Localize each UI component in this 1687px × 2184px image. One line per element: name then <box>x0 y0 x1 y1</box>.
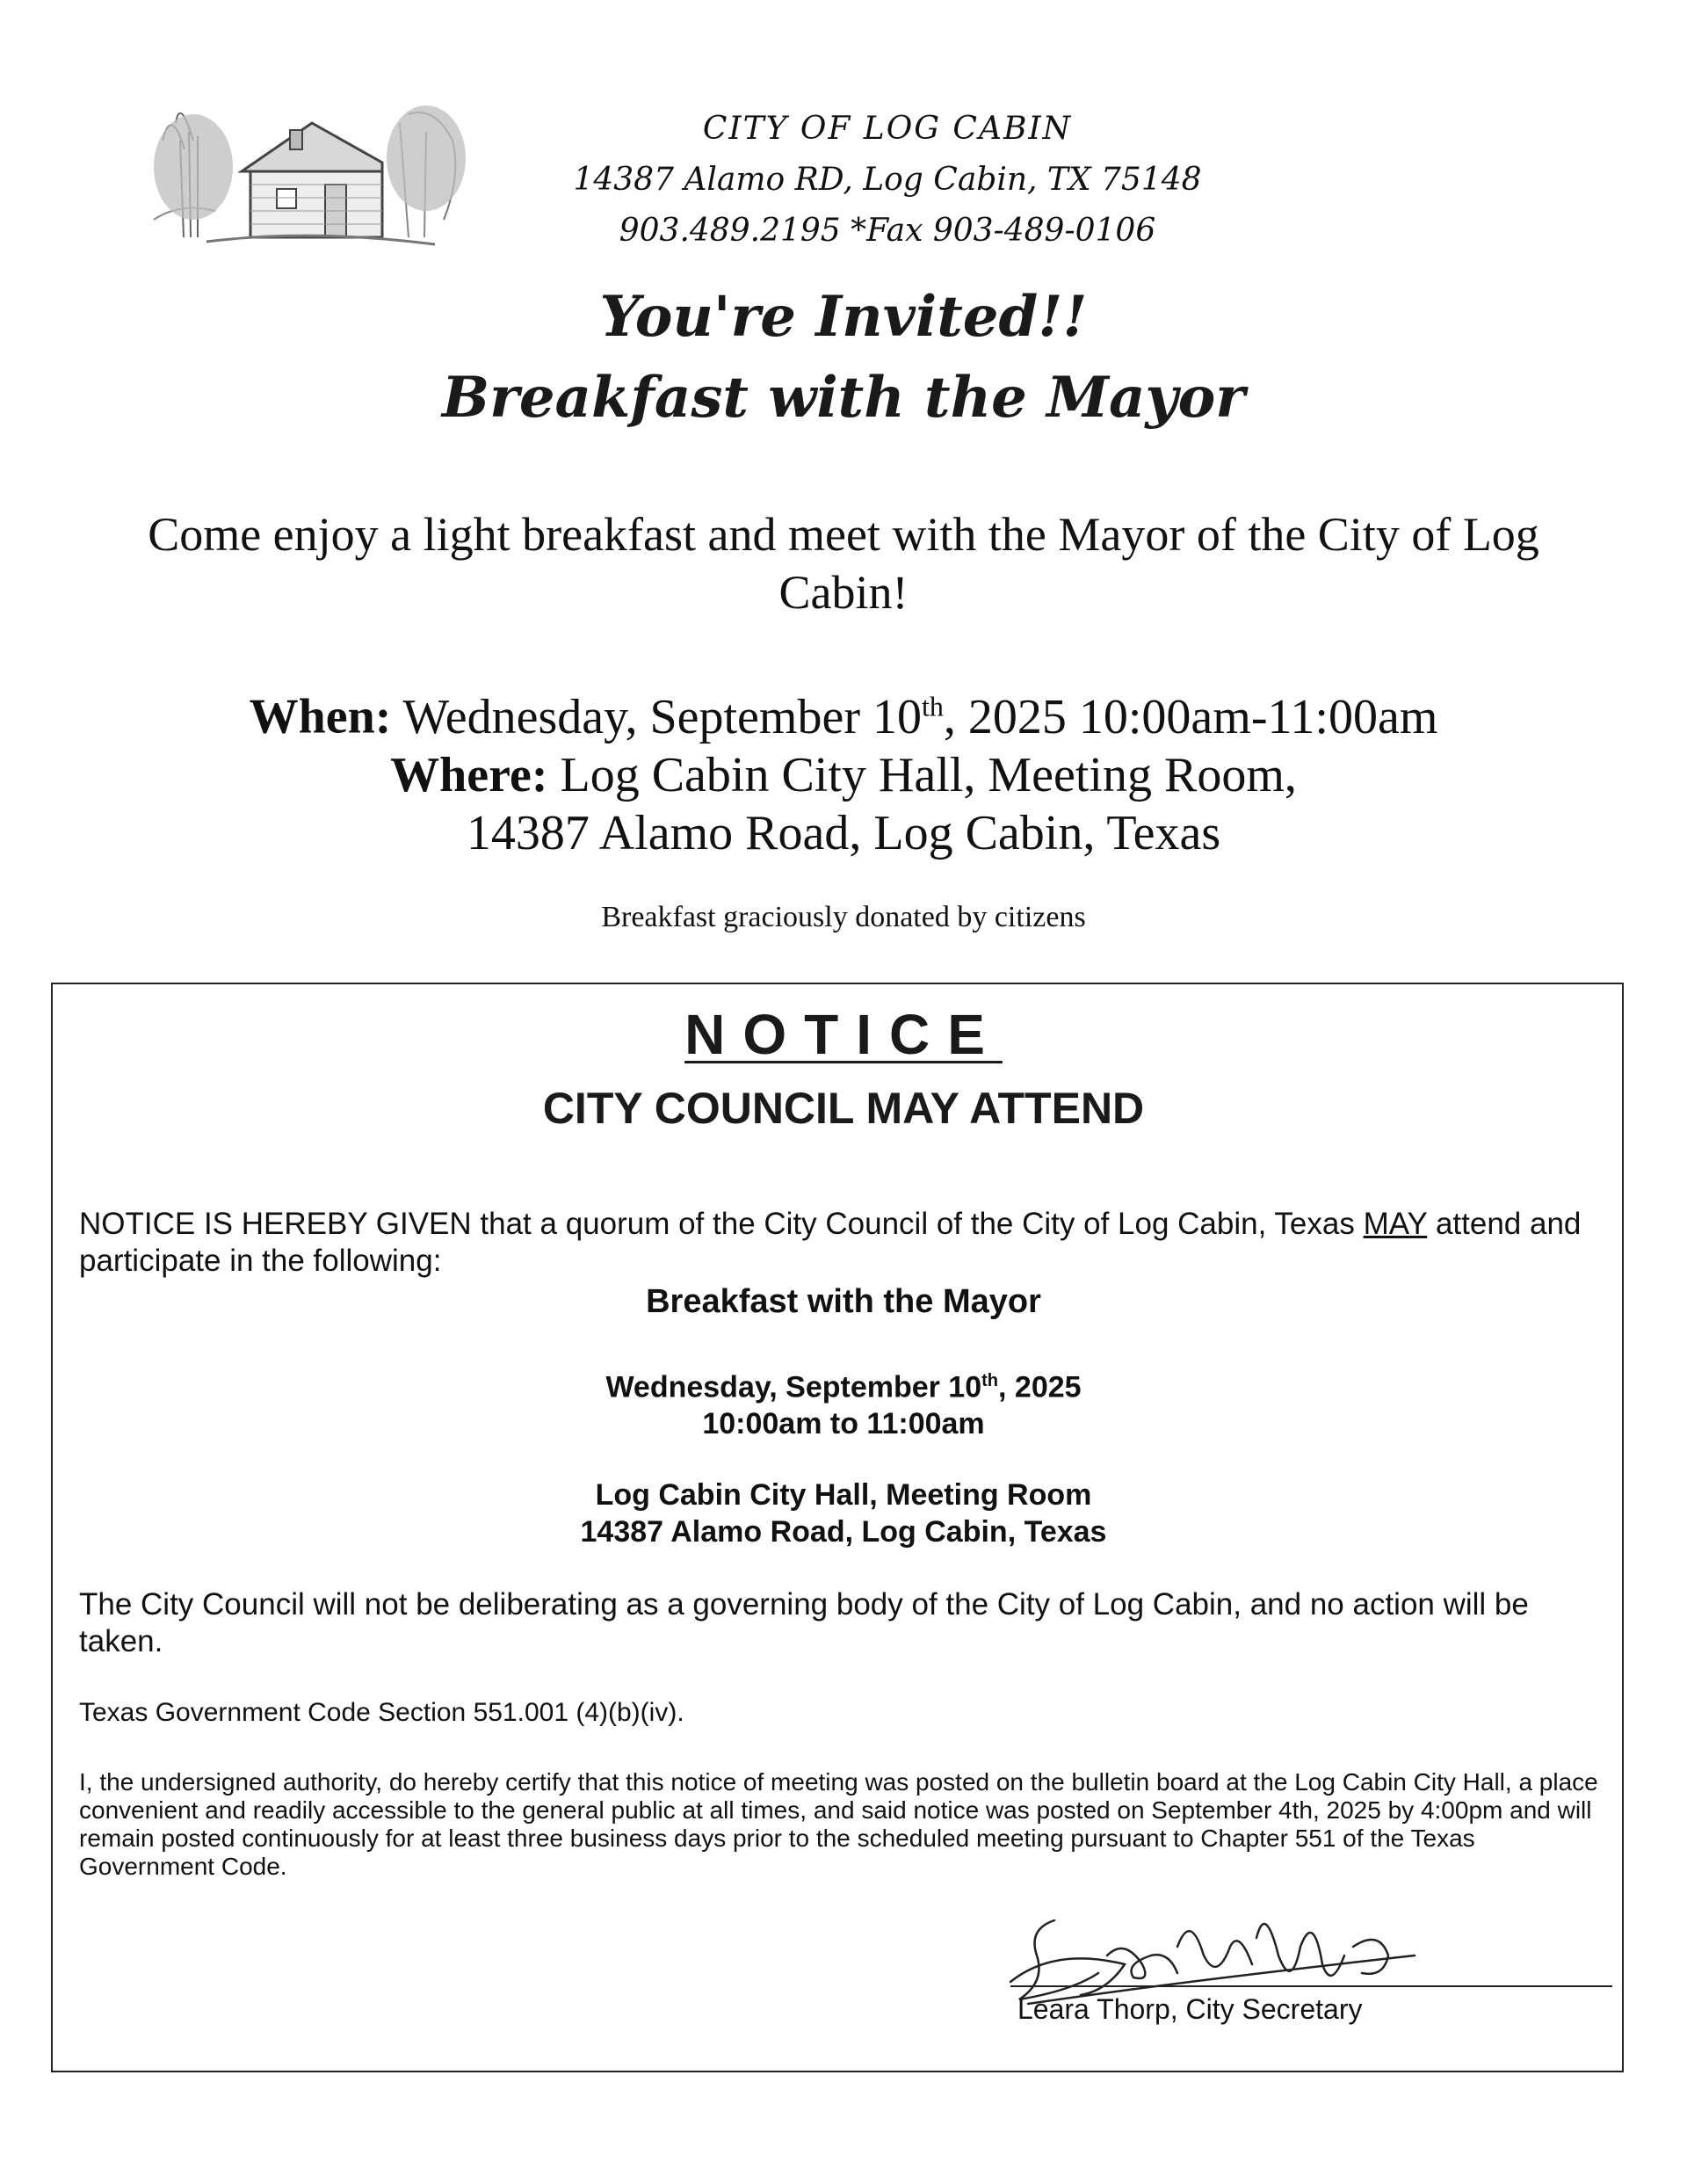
invite-intro: Come enjoy a light breakfast and meet with the Mayor of the City of Log Cabin! <box>148 508 1539 619</box>
event-time: 10:00am to 11:00am <box>702 1407 985 1441</box>
signature-line <box>1010 1985 1612 1987</box>
government-code: Texas Government Code Section 551.001 (4)(b)(iv). <box>79 1698 684 1727</box>
signer-name: Leara Thorp, City Secretary <box>1017 1993 1363 2025</box>
city-header <box>492 104 1283 257</box>
when-date: Wednesday, September 10th, 2025 10:00am-11:00am <box>402 689 1438 744</box>
invite-title <box>0 277 1687 439</box>
when-label: When: <box>249 689 392 744</box>
when-line <box>0 677 1687 746</box>
event-location <box>0 1477 1687 1550</box>
may-emphasis: MAY <box>1363 1207 1428 1241</box>
where-line1: Log Cabin City Hall, Meeting Room, <box>560 747 1297 802</box>
log-cabin-sketch-icon <box>145 88 470 264</box>
invite-title-line1: You're Invited!! <box>599 284 1088 350</box>
city-address: 14387 Alamo RD, Log Cabin, TX 75148 <box>573 162 1202 198</box>
notice-paragraph: NOTICE IS HEREBY GIVEN that a quorum of the City Council of the City of Log Cabin, Texas MAY attend and participate in the following: <box>79 1207 1582 1278</box>
where-label: Where: <box>390 747 548 802</box>
where-line <box>0 746 1687 804</box>
city-phone-fax: 903.489.2195 *Fax 903-489-0106 <box>619 213 1156 249</box>
notice-subtitle: CITY COUNCIL MAY ATTEND <box>542 1084 1145 1133</box>
event-name: Breakfast with the Mayor <box>646 1283 1041 1320</box>
invite-details <box>0 677 1687 862</box>
where-line2: 14387 Alamo Road, Log Cabin, Texas <box>466 805 1221 860</box>
invite-title-line2: Breakfast with the Mayor <box>442 365 1245 431</box>
no-action-statement: The City Council will not be deliberating as a governing body of the City of Log Cabin, and no action will be taken. <box>79 1587 1529 1658</box>
event-location-line1: Log Cabin City Hall, Meeting Room <box>595 1478 1092 1512</box>
event-date: Wednesday, September 10th, 2025 10:00am to 11:00am <box>0 1362 1687 1442</box>
city-name: CITY OF LOG CABIN <box>702 111 1073 147</box>
donation-note: Breakfast graciously donated by citizens <box>601 901 1086 933</box>
certification-text: I, the undersigned authority, do hereby certify that this notice of meeting was posted on the bulletin board at the Log Cabin City Hall, a place convenient and readily accessible to the general public at all times, and said notice was posted on September 4th, 2025 by 4:00pm and will remain posted continuously for at least three business days prior to the scheduled meeting pursuant to Chapter 551 of the Texas Government Code. <box>79 1768 1598 1880</box>
notice-title: NOTICE <box>684 1003 1003 1066</box>
event-location-line2: 14387 Alamo Road, Log Cabin, Texas <box>580 1515 1107 1549</box>
